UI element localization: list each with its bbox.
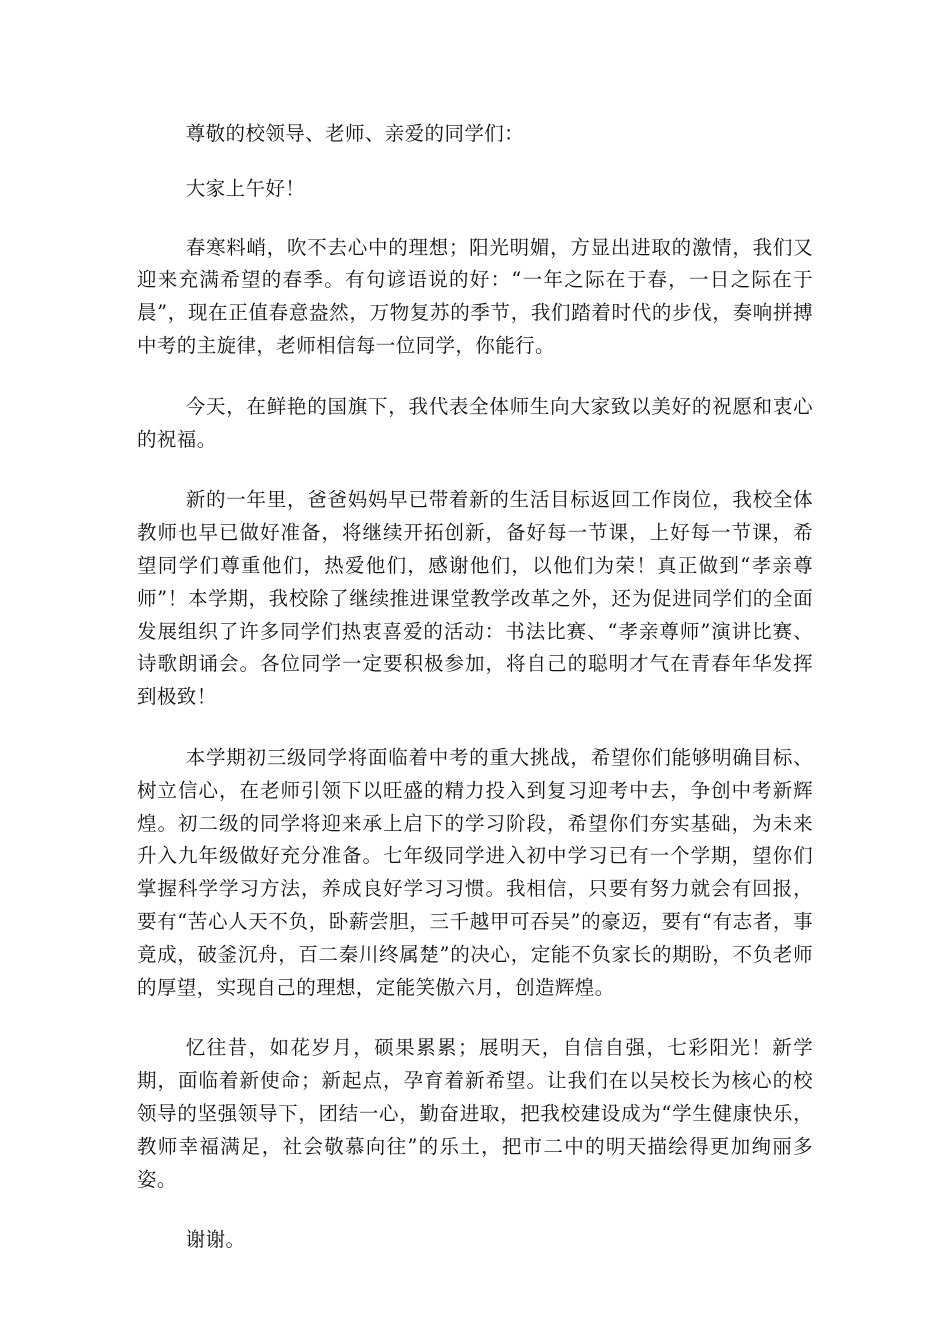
paragraph-hello: 大家上午好！ [185, 176, 306, 200]
paragraph-spring: 春寒料峭，吹不去心中的理想；阳光明媚，方显出进取的激情，我们又迎来充满希望的春季。有句谚语说的好：“一年之际在于春，一日之际在于晨”，现在正值春意盎然，万物复苏的季节，我们踏着时代的步伐，奏响拼搏中考的主旋律，老师相信每一位同学，你能行。 [137, 235, 813, 357]
paragraph-new-year: 新的一年里，爸爸妈妈早已带着新的生活目标返回工作岗位，我校全体教师也早已做好准备，将继续开拓创新，备好每一节课，上好每一节课，希望同学们尊重他们，热爱他们，感谢他们，以他们为荣！真正做到“孝亲尊师”！本学期，我校除了继续推进课堂教学改革之外，还为促进同学们的全面发展组织了许多同学们热衷喜爱的活动：书法比赛、“孝亲尊师”演讲比赛、诗歌朗诵会。各位同学一定要积极参加，将自己的聪明才气在青春年华发挥到极致！ [137, 488, 813, 709]
paragraph-recall: 忆往昔，如花岁月，硕果累累；展明天，自信自强，七彩阳光！新学期，面临着新使命；新起点，孕育着新希望。让我们在以吴校长为核心的校领导的坚强领导下，团结一心，勤奋进取，把我校建设成为“学生健康快乐，教师幸福满足，社会敬慕向往”的乐土，把市二中的明天描绘得更加绚丽多姿。 [137, 1036, 813, 1191]
speech-body [137, 118, 813, 1257]
paragraph-this-term: 本学期初三级同学将面临着中考的重大挑战，希望你们能够明确目标、树立信心，在老师引领下以旺盛的精力投入到复习迎考中去，争创中考新辉煌。初二级的同学将迎来承上启下的学习阶段，希望你们夯实基础，为未来升入九年级做好充分准备。七年级同学进入初中学习已有一个学期，望你们掌握科学学习方法，养成良好学习习惯。我相信，只要有努力就会有回报，要有“苦心人天不负，卧薪尝胆，三千越甲可吞吴”的豪迈，要有“有志者，事竟成，破釜沉舟，百二秦川终属楚”的决心，定能不负家长的期盼，不负老师的厚望，实现自己的理想，定能笑傲六月，创造辉煌。 [137, 745, 813, 999]
paragraph-thanks: 谢谢。 [185, 1228, 246, 1252]
paragraph-today: 今天，在鲜艳的国旗下，我代表全体师生向大家致以美好的祝愿和衷心的祝福。 [137, 394, 813, 451]
paragraph-greeting: 尊敬的校领导、老师、亲爱的同学们： [185, 122, 525, 145]
